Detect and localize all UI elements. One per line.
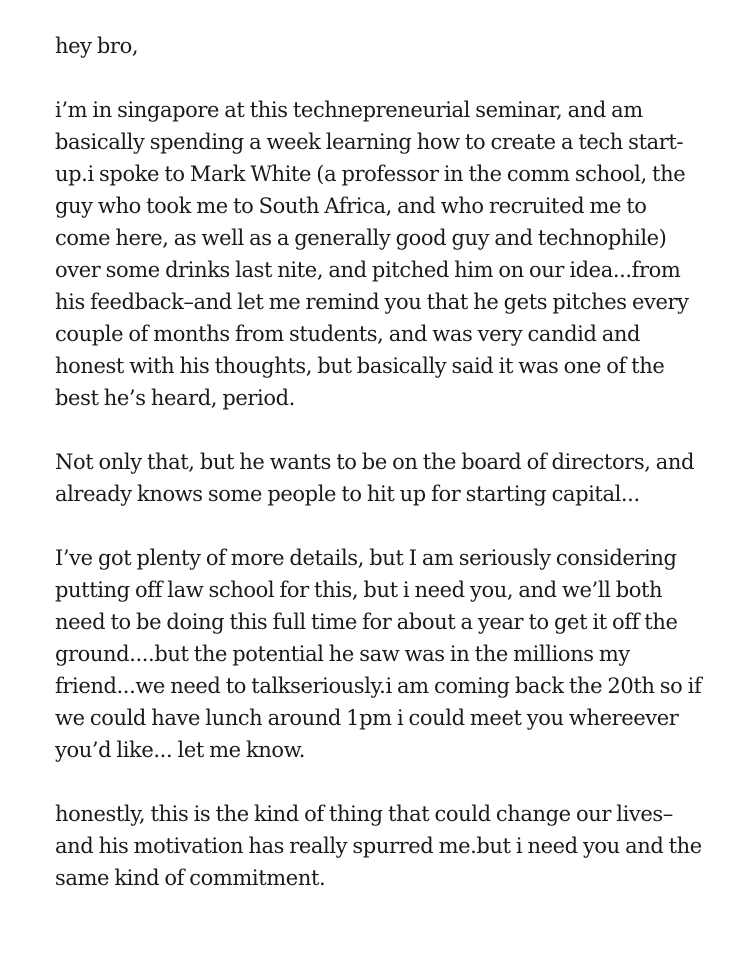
letter-paragraph-4: honestly, this is the kind of thing that could change our lives–and his motivation has really spurred me.but i need you and the same kind of commitment. bbox=[55, 802, 702, 890]
letter-paragraph-2: Not only that, but he wants to be on the board of directors, and already knows some people to hit up for starting capital... bbox=[55, 450, 695, 506]
letter-paragraph-3: I’ve got plenty of more details, but I am seriously considering putting off law school for this, but i need you, and we’ll both need to be doing this full time for about a year to get it off the ground....but the potential he saw was in the millions my friend...we need to talkseriously.i am coming back the 20th so if we could have lunch around 1pm i could meet you whereever you’d like... let me know. bbox=[55, 546, 702, 762]
letter-body bbox=[55, 30, 705, 894]
letter-paragraph-1: i’m in singapore at this technepreneurial seminar, and am basically spending a week learning how to create a tech start-up.i spoke to Mark White (a professor in the comm school, the guy who took me to South Africa, and who recruited me to come here, as well as a generally good guy and technophile) over some drinks last nite, and pitched him on our idea...from his feedback–and let me remind you that he gets pitches every couple of months from students, and was very candid and honest with his thoughts, but basically said it was one of the best he’s heard, period. bbox=[55, 98, 689, 410]
letter-greeting: hey bro, bbox=[55, 34, 139, 58]
